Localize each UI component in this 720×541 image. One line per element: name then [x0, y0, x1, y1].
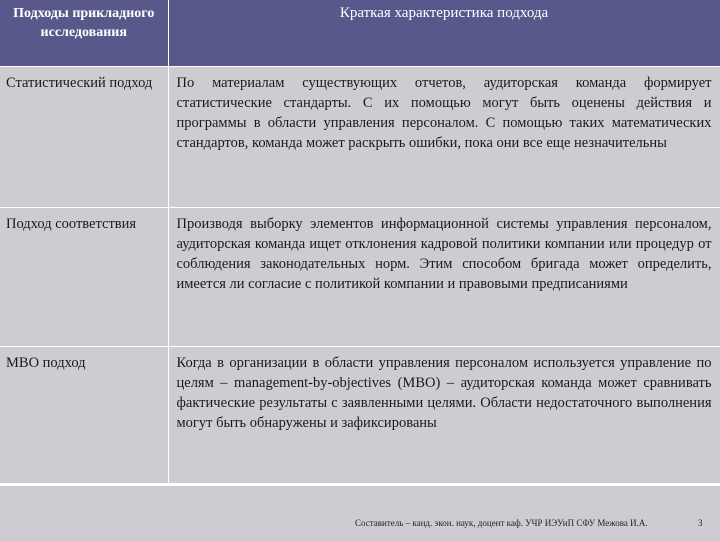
table-row — [0, 346, 720, 483]
approach-description: По материалам существующих отчетов, аудиторская команда формирует статистические стандарты. С их помощью могут быть оценены действия и программы в области управления персоналом. С помощью таких математических стандартов, команда может раскрыть ошибки, пока они все еще незначительны — [168, 66, 720, 207]
approach-description: Производя выборку элементов информационной системы управления персоналом, аудиторская команда ищет отклонения кадровой политики компании или процедур от соблюдения законодательных норм. Этим способом бригада может определить, имеется ли согласие с политикой компании и правовыми предписаниями — [168, 207, 720, 346]
table-row — [0, 66, 720, 207]
table-header-row — [0, 0, 720, 66]
approach-name: МВО подход — [0, 346, 168, 483]
page-number: 3 — [698, 518, 703, 528]
header-approaches: Подходы прикладного исследования — [0, 0, 168, 66]
header-characteristic: Краткая характеристика подхода — [168, 0, 720, 66]
approach-description: Когда в организации в области управления персоналом используется управление по целям – management-by-objectives (MBO) – аудиторская команда может сравнивать фактические результаты с заявленными целями. Области недостаточного выполнения могут быть обнаружены и зафиксированы — [168, 346, 720, 483]
approach-name: Статистический подход — [0, 66, 168, 207]
table-row — [0, 207, 720, 346]
footer-band — [0, 485, 720, 541]
approach-name: Подход соответствия — [0, 207, 168, 346]
footer-author: Составитель – канд. экон. наук, доцент каф. УЧР ИЭУиП СФУ Межова И.А. — [355, 518, 648, 528]
